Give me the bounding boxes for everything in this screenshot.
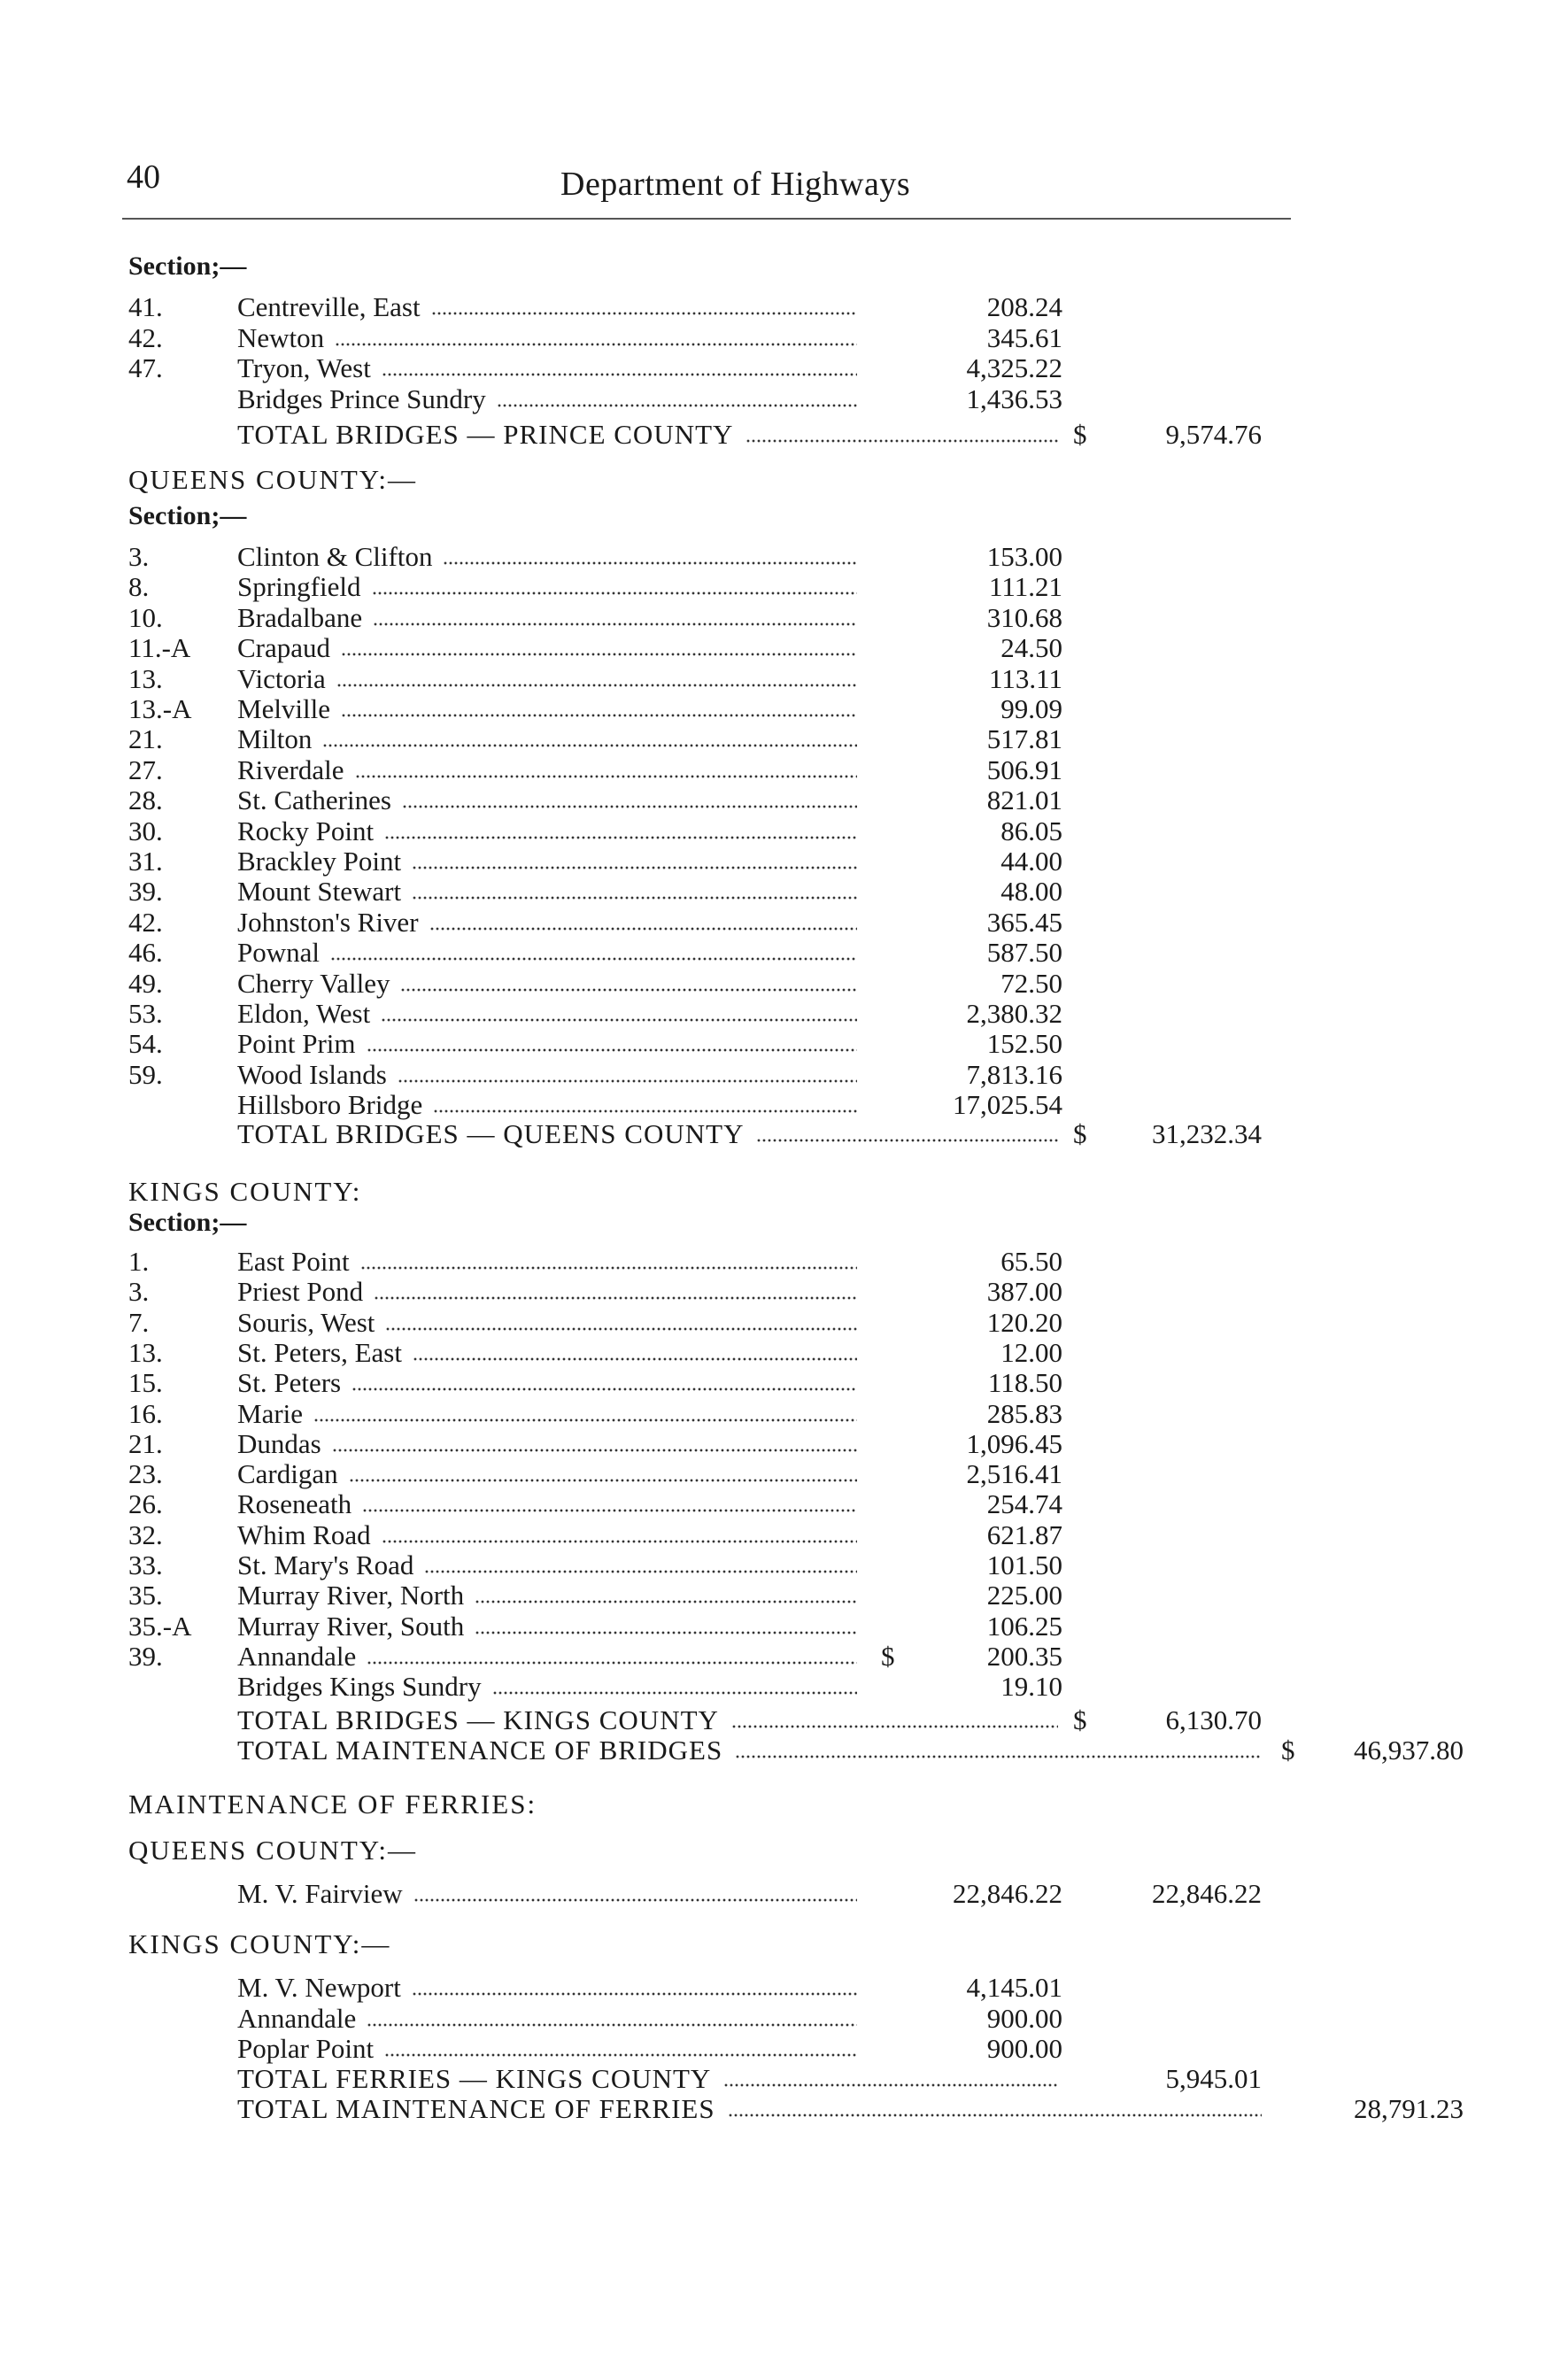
item-number: 13. — [128, 662, 163, 694]
item-name: Poplar Point — [237, 2033, 375, 2064]
item-number: 8. — [128, 571, 150, 603]
item-name: Eldon, West — [237, 998, 371, 1029]
total-amount: 28,791.23 — [1354, 2093, 1464, 2124]
total-label: TOTAL FERRIES — KINGS COUNTY — [237, 2063, 712, 2094]
item-amount: 86.05 — [1000, 815, 1062, 846]
dot-leader — [731, 1725, 1058, 1728]
dot-leader — [735, 1755, 1262, 1758]
item-name: Centreville, East — [237, 291, 421, 322]
dot-leader — [336, 684, 857, 687]
item-name: Bridges Kings Sundry — [237, 1671, 482, 1703]
item-number: 35.-A — [128, 1610, 192, 1642]
dot-leader — [412, 866, 857, 869]
dot-leader — [332, 1449, 857, 1452]
item-name: Pownal — [237, 937, 320, 969]
table-row — [0, 1580, 1545, 1611]
item-name: Rocky Point — [237, 815, 375, 846]
item-amount: 1,436.53 — [966, 382, 1062, 414]
total-row — [0, 2094, 1545, 2124]
item-amount: 587.50 — [986, 937, 1062, 969]
dot-leader — [330, 957, 857, 961]
item-amount: 900.00 — [986, 2033, 1062, 2064]
dot-leader — [413, 1357, 857, 1361]
item-number: 23. — [128, 1458, 163, 1490]
item-amount: 118.50 — [987, 1367, 1062, 1399]
item-name: St. Peters, East — [237, 1336, 402, 1368]
item-amount: 113.11 — [989, 662, 1062, 694]
header-rule — [122, 218, 1291, 220]
dot-leader — [384, 836, 857, 839]
section-label: Section;— — [128, 501, 247, 530]
item-name: St. Mary's Road — [237, 1549, 414, 1580]
item-amount: 310.68 — [986, 601, 1062, 633]
item-amount: 7,813.16 — [966, 1058, 1062, 1090]
row-total: 22,846.22 — [1152, 1878, 1262, 1909]
item-number: 35. — [128, 1580, 163, 1611]
total-row — [0, 420, 1545, 450]
table-row — [0, 1489, 1545, 1519]
dot-leader — [475, 1631, 857, 1634]
item-number: 28. — [128, 784, 163, 816]
item-number: 10. — [128, 601, 163, 633]
dot-leader — [335, 343, 857, 346]
item-name: M. V. Newport — [237, 1972, 401, 2003]
item-name: Bridges Prince Sundry — [237, 382, 486, 414]
table-row — [0, 969, 1545, 999]
item-amount: 153.00 — [986, 541, 1062, 572]
item-name: Hillsboro Bridge — [237, 1089, 423, 1121]
dot-leader — [341, 653, 857, 656]
item-name: Newton — [237, 321, 325, 353]
item-name: Clinton & Clifton — [237, 541, 433, 572]
item-amount: 120.20 — [986, 1306, 1062, 1338]
county-heading: KINGS COUNTY: — [128, 1176, 362, 1207]
table-row — [0, 846, 1545, 877]
dot-leader — [429, 927, 857, 931]
table-row — [0, 1090, 1545, 1120]
table-row — [0, 2034, 1545, 2064]
item-number: 47. — [128, 352, 163, 383]
item-amount: 111.21 — [989, 571, 1062, 603]
item-name: Marie — [237, 1397, 304, 1429]
item-name: East Point — [237, 1246, 350, 1277]
item-name: Roseneath — [237, 1488, 352, 1520]
item-number: 11.-A — [128, 632, 191, 664]
item-name: Murray River, North — [237, 1580, 465, 1611]
table-row — [0, 1879, 1545, 1909]
dot-leader — [424, 1570, 857, 1573]
table-row — [0, 816, 1545, 846]
item-number: 42. — [128, 906, 163, 938]
item-number: 54. — [128, 1028, 163, 1060]
table-row — [0, 938, 1545, 968]
item-name: St. Peters — [237, 1367, 342, 1399]
table-row — [0, 755, 1545, 785]
item-number: 53. — [128, 998, 163, 1029]
total-row — [0, 1119, 1545, 1149]
item-amount: 17,025.54 — [953, 1089, 1062, 1121]
table-row — [0, 572, 1545, 602]
item-name: Annandale — [237, 2002, 357, 2034]
item-number: 7. — [128, 1306, 150, 1338]
dot-leader — [385, 1327, 857, 1331]
item-amount: 72.50 — [1000, 967, 1062, 999]
item-amount: 4,145.01 — [966, 1972, 1062, 2003]
dot-leader — [341, 714, 857, 717]
item-name: Tryon, West — [237, 352, 371, 383]
item-amount: 225.00 — [986, 1580, 1062, 1611]
item-amount: 12.00 — [1000, 1336, 1062, 1368]
item-amount: 506.91 — [986, 753, 1062, 785]
table-row — [0, 603, 1545, 633]
item-name: Cherry Valley — [237, 967, 390, 999]
total-amount: 6,130.70 — [1165, 1704, 1262, 1735]
dot-leader — [322, 744, 857, 747]
total-label: TOTAL BRIDGES — KINGS COUNTY — [237, 1704, 719, 1735]
item-number: 15. — [128, 1367, 163, 1399]
dot-leader — [349, 1479, 857, 1482]
table-row — [0, 1399, 1545, 1429]
section-label: Section;— — [128, 251, 247, 281]
item-number: 21. — [128, 1427, 163, 1459]
item-amount: 44.00 — [1000, 846, 1062, 877]
item-name: Dundas — [237, 1427, 321, 1459]
total-label: TOTAL MAINTENANCE OF BRIDGES — [237, 1735, 723, 1766]
item-number: 21. — [128, 723, 163, 755]
item-amount: 152.50 — [986, 1028, 1062, 1060]
item-amount: 387.00 — [986, 1276, 1062, 1308]
item-name: Victoria — [237, 662, 326, 694]
dollar-sign: $ — [1073, 1118, 1087, 1149]
item-amount: 1,096.45 — [966, 1427, 1062, 1459]
item-number: 59. — [128, 1058, 163, 1090]
dot-leader — [367, 1661, 857, 1665]
table-row — [0, 1973, 1545, 2003]
total-label: TOTAL MAINTENANCE OF FERRIES — [237, 2093, 715, 2124]
item-number: 41. — [128, 291, 163, 322]
item-amount: 2,380.32 — [966, 998, 1062, 1029]
item-name: Wood Islands — [237, 1058, 387, 1090]
item-number: 16. — [128, 1397, 163, 1429]
item-name: Souris, West — [237, 1306, 375, 1338]
item-name: Annandale — [237, 1640, 357, 1672]
item-amount: 254.74 — [986, 1488, 1062, 1520]
dot-leader — [367, 2023, 857, 2027]
dot-leader — [413, 1898, 857, 1902]
item-amount: 4,325.22 — [966, 352, 1062, 383]
total-label: TOTAL BRIDGES — PRINCE COUNTY — [237, 419, 734, 450]
item-amount: 821.01 — [986, 784, 1062, 816]
item-amount: 101.50 — [986, 1549, 1062, 1580]
table-row — [0, 1368, 1545, 1398]
item-name: Cardigan — [237, 1458, 338, 1490]
item-number: 13.-A — [128, 693, 192, 724]
dot-leader — [412, 1992, 857, 1996]
table-row — [0, 694, 1545, 724]
table-row — [0, 999, 1545, 1029]
item-number: 42. — [128, 321, 163, 353]
item-number: 31. — [128, 846, 163, 877]
item-name: Bradalbane — [237, 601, 363, 633]
item-number: 1. — [128, 1246, 150, 1277]
dot-leader — [402, 805, 857, 808]
dot-leader — [492, 1691, 857, 1695]
dollar-sign: $ — [1073, 419, 1087, 450]
dot-leader — [382, 1540, 857, 1543]
total-amount: 31,232.34 — [1152, 1118, 1262, 1149]
dot-leader — [723, 2083, 1058, 2087]
dot-leader — [372, 591, 858, 595]
page-number: 40 — [127, 158, 160, 196]
item-amount: 22,846.22 — [953, 1878, 1062, 1909]
table-row — [0, 1672, 1545, 1702]
item-number: 13. — [128, 1336, 163, 1368]
item-name: St. Catherines — [237, 784, 391, 816]
page-header — [0, 158, 1545, 211]
item-name: Melville — [237, 693, 331, 724]
item-amount: 621.87 — [986, 1518, 1062, 1550]
table-row — [0, 542, 1545, 572]
table-row — [0, 384, 1545, 414]
item-name: M. V. Fairview — [237, 1878, 403, 1909]
table-row — [0, 633, 1545, 663]
dot-leader — [443, 561, 857, 565]
item-amount: 200.35 — [986, 1640, 1062, 1672]
table-row — [0, 1247, 1545, 1277]
table-row — [0, 2004, 1545, 2034]
item-name: Milton — [237, 723, 313, 755]
dot-leader — [351, 1387, 857, 1391]
table-row — [0, 908, 1545, 938]
dot-leader — [374, 1296, 857, 1300]
item-name: Priest Pond — [237, 1276, 364, 1308]
item-amount: 900.00 — [986, 2002, 1062, 2034]
dot-leader — [355, 775, 857, 778]
dot-leader — [362, 1509, 857, 1512]
item-amount: 345.61 — [986, 321, 1062, 353]
county-heading: QUEENS COUNTY:— — [128, 464, 417, 495]
dot-leader — [431, 312, 857, 315]
item-number: 32. — [128, 1518, 163, 1550]
dot-leader — [497, 404, 857, 407]
dot-leader — [400, 988, 857, 992]
county-heading: QUEENS COUNTY:— — [128, 1835, 417, 1866]
item-amount: 99.09 — [1000, 693, 1062, 724]
table-row — [0, 1277, 1545, 1307]
dot-leader — [381, 1018, 857, 1022]
item-number: 49. — [128, 967, 163, 999]
table-row — [0, 1429, 1545, 1459]
table-row — [0, 1520, 1545, 1550]
table-row — [0, 323, 1545, 353]
item-amount: 19.10 — [1000, 1671, 1062, 1703]
item-name: Point Prim — [237, 1028, 356, 1060]
item-amount: 285.83 — [986, 1397, 1062, 1429]
dot-leader — [745, 439, 1058, 443]
table-row — [0, 292, 1545, 322]
item-number: 46. — [128, 937, 163, 969]
item-name: Murray River, South — [237, 1610, 465, 1642]
table-row — [0, 1611, 1545, 1642]
total-row — [0, 2064, 1545, 2094]
table-row — [0, 785, 1545, 815]
item-number: 3. — [128, 541, 150, 572]
item-name: Springfield — [237, 571, 361, 603]
item-name: Brackley Point — [237, 846, 402, 877]
table-row — [0, 664, 1545, 694]
table-row — [0, 877, 1545, 907]
item-number: 3. — [128, 1276, 150, 1308]
table-row — [0, 1550, 1545, 1580]
item-amount: 517.81 — [986, 723, 1062, 755]
item-name: Johnston's River — [237, 906, 419, 938]
item-amount: 365.45 — [986, 906, 1062, 938]
table-row — [0, 1308, 1545, 1338]
table-row — [0, 1060, 1545, 1090]
dot-leader — [373, 622, 857, 626]
total-amount: 46,937.80 — [1354, 1735, 1464, 1766]
total-label: TOTAL BRIDGES — QUEENS COUNTY — [237, 1118, 745, 1149]
total-row — [0, 1735, 1545, 1766]
table-row — [0, 353, 1545, 383]
total-amount: 5,945.01 — [1165, 2063, 1262, 2094]
item-amount: 24.50 — [1000, 632, 1062, 664]
section-label: Section;— — [128, 1208, 247, 1237]
total-amount: 9,574.76 — [1165, 419, 1262, 450]
county-heading: KINGS COUNTY:— — [128, 1928, 391, 1959]
item-name: Crapaud — [237, 632, 331, 664]
item-number: 30. — [128, 815, 163, 846]
table-row — [0, 724, 1545, 754]
dot-leader — [412, 896, 857, 900]
item-amount: 48.00 — [1000, 876, 1062, 908]
dot-leader — [384, 2053, 857, 2057]
item-amount: 65.50 — [1000, 1246, 1062, 1277]
dollar-sign: $ — [1073, 1704, 1087, 1735]
dollar-sign: $ — [881, 1640, 895, 1672]
item-number: 39. — [128, 876, 163, 908]
dot-leader — [313, 1418, 857, 1422]
item-name: Mount Stewart — [237, 876, 402, 908]
item-number: 33. — [128, 1549, 163, 1580]
dot-leader — [433, 1109, 857, 1113]
dot-leader — [475, 1600, 857, 1603]
item-amount: 106.25 — [986, 1610, 1062, 1642]
table-row — [0, 1029, 1545, 1059]
table-row — [0, 1459, 1545, 1489]
running-head: Department of Highways — [560, 166, 911, 203]
item-name: Riverdale — [237, 753, 344, 785]
dot-leader — [360, 1266, 857, 1270]
dot-leader — [756, 1139, 1058, 1142]
dot-leader — [398, 1079, 857, 1083]
dot-leader — [728, 2113, 1262, 2117]
item-name: Whim Road — [237, 1518, 371, 1550]
table-row — [0, 1642, 1545, 1672]
item-number: 26. — [128, 1488, 163, 1520]
dot-leader — [367, 1048, 857, 1052]
ferries-heading: MAINTENANCE OF FERRIES: — [128, 1789, 537, 1820]
item-amount: 208.24 — [986, 291, 1062, 322]
item-amount: 2,516.41 — [966, 1458, 1062, 1490]
item-number: 27. — [128, 753, 163, 785]
item-number: 39. — [128, 1640, 163, 1672]
total-row — [0, 1705, 1545, 1735]
table-row — [0, 1338, 1545, 1368]
dollar-sign: $ — [1281, 1735, 1295, 1766]
dot-leader — [382, 373, 857, 376]
